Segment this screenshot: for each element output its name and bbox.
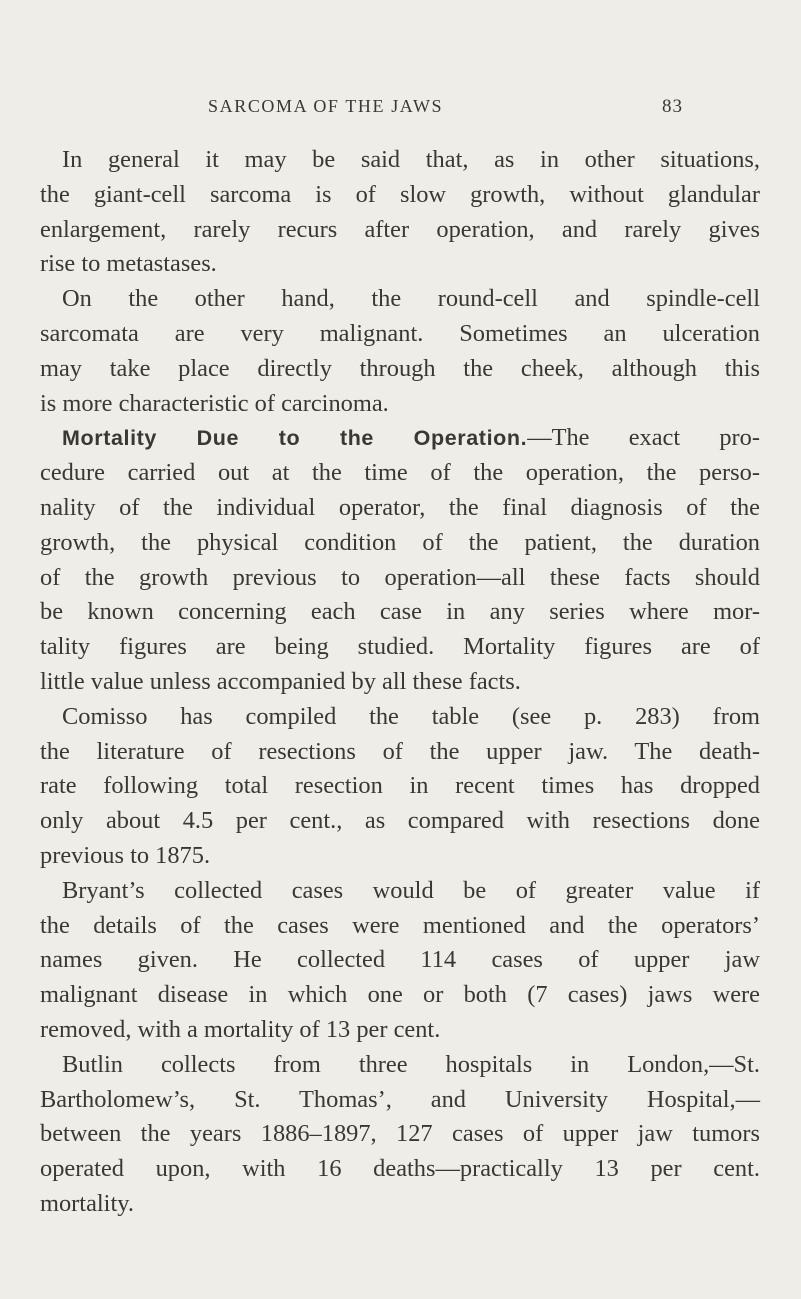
text-line: cedure carried out at the time of the operation, the perso- bbox=[40, 459, 760, 487]
text-line: rise to metastases. bbox=[40, 250, 217, 278]
paragraph bbox=[40, 143, 760, 282]
text-line: names given. He collected 114 cases of upper jaw bbox=[40, 946, 760, 974]
paragraph bbox=[40, 282, 760, 421]
text-line: Bartholomew’s, St. Thomas’, and University Hospital,— bbox=[40, 1085, 760, 1113]
text-line: between the years 1886–1897, 127 cases of upper jaw tumors bbox=[40, 1120, 760, 1148]
text-line: sarcomata are very malignant. Sometimes an ulceration bbox=[40, 319, 760, 347]
text-line: operated upon, with 16 deaths—practically 13 per cent. bbox=[40, 1155, 760, 1183]
text-line: removed, with a mortality of 13 per cent. bbox=[40, 1015, 441, 1043]
text-line: In general it may be said that, as in other situations, bbox=[62, 146, 760, 173]
text-line: of the growth previous to operation—all these facts should bbox=[40, 563, 760, 591]
running-head: SARCOMA OF THE JAWS bbox=[208, 96, 444, 116]
text-line: only about 4.5 per cent., as compared with resections done bbox=[40, 807, 760, 835]
text-run: —The exact pro- bbox=[527, 424, 760, 452]
text-line: enlargement, rarely recurs after operation, and rarely gives bbox=[40, 215, 760, 243]
text-line: nality of the individual operator, the final diagnosis of the bbox=[40, 493, 760, 521]
paragraph bbox=[40, 1048, 760, 1222]
text-line: is more characteristic of carcinoma. bbox=[40, 389, 389, 417]
text-line: malignant disease in which one or both (7 cases) jaws were bbox=[40, 981, 760, 1009]
text-line: Comisso has compiled the table (see p. 283) from bbox=[62, 702, 760, 730]
paragraph bbox=[40, 874, 760, 1048]
text-line: rate following total resection in recent times has dropped bbox=[40, 772, 760, 800]
text-line: previous to 1875. bbox=[40, 841, 211, 869]
text-line: tality figures are being studied. Mortality figures are of bbox=[40, 633, 760, 661]
section-heading: Mortality Due to the Operation. bbox=[62, 426, 528, 451]
page-header bbox=[208, 96, 683, 126]
text-line: Bryant’s collected cases would be of greater value if bbox=[62, 876, 760, 904]
text-line: may take place directly through the cheek, although this bbox=[40, 354, 760, 382]
text-line: growth, the physical condition of the patient, the duration bbox=[40, 528, 760, 556]
text-line: be known concerning each case in any series where mor- bbox=[40, 598, 760, 626]
text-line bbox=[40, 421, 760, 456]
text-line: mortality. bbox=[40, 1189, 134, 1217]
text-line: the details of the cases were mentioned and the operators’ bbox=[40, 911, 760, 939]
text-line: On the other hand, the round-cell and spindle-cell bbox=[62, 285, 760, 313]
paragraph bbox=[40, 700, 760, 874]
text-line: little value unless accompanied by all these facts. bbox=[40, 667, 521, 695]
body-text bbox=[40, 143, 760, 1222]
paragraph bbox=[40, 421, 760, 699]
text-line: Butlin collects from three hospitals in London,—St. bbox=[62, 1050, 760, 1078]
text-line: the literature of resections of the upper jaw. The death- bbox=[40, 737, 760, 765]
page-number: 83 bbox=[662, 96, 683, 117]
text-line: the giant-cell sarcoma is of slow growth, without glandular bbox=[40, 180, 760, 208]
